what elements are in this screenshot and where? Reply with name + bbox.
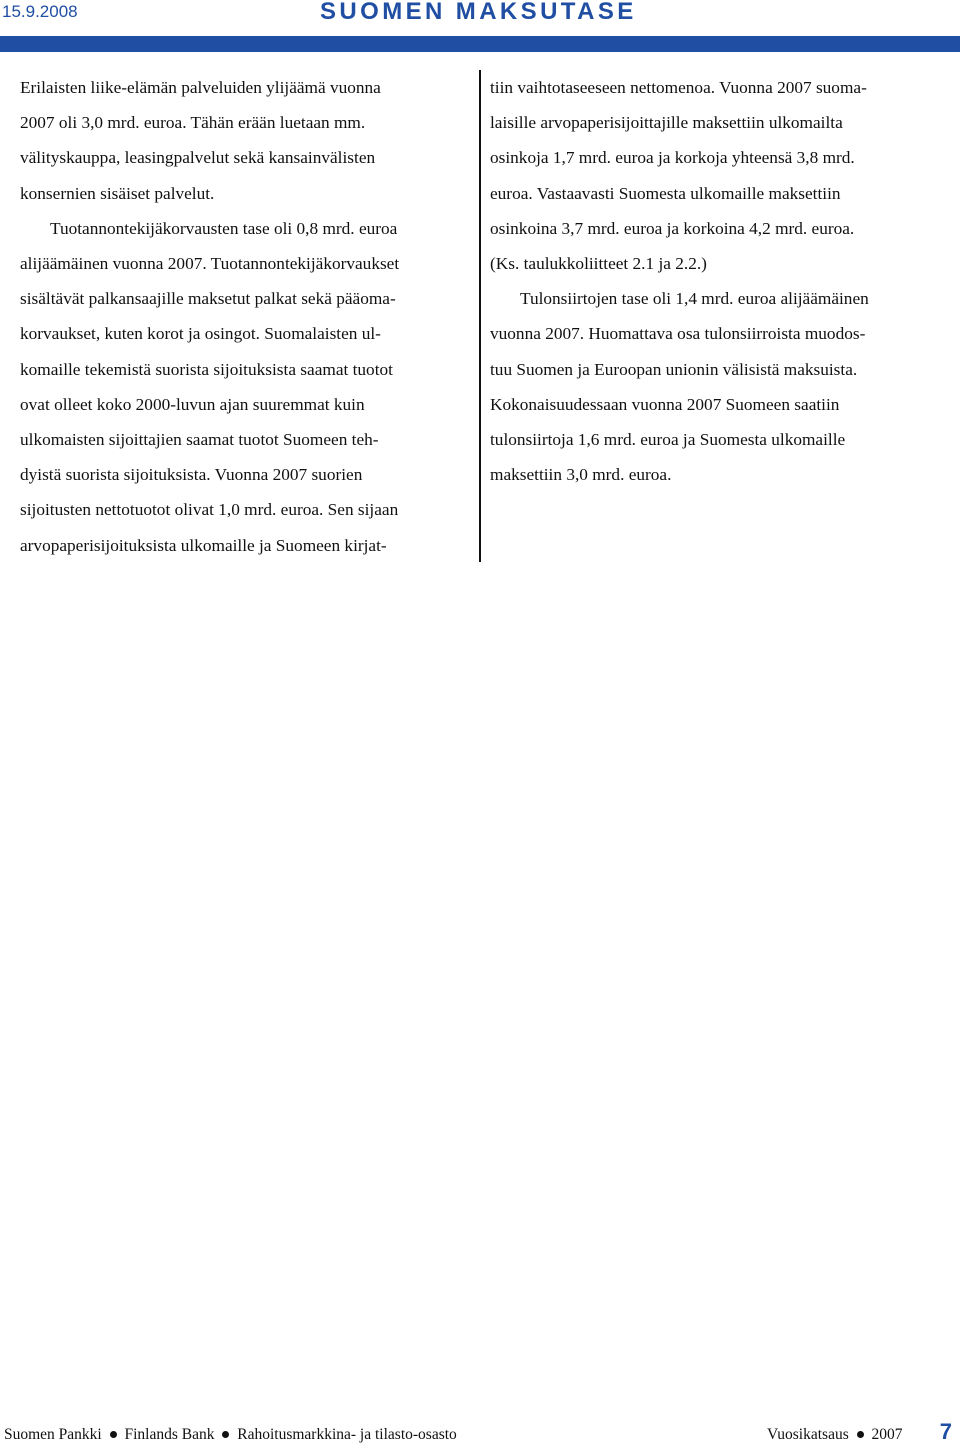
footer-left <box>4 1426 457 1444</box>
text-line: euroa. Vastaavasti Suomesta ulkomaille maksettiin <box>490 183 841 203</box>
bullet-icon <box>857 1431 864 1438</box>
text-line: arvopaperisijoituksista ulkomaille ja Suomeen kirjat- <box>20 535 387 555</box>
bullet-icon <box>222 1431 229 1438</box>
right-text-column <box>490 70 950 492</box>
header-rule <box>0 36 960 52</box>
text-line: Tulonsiirtojen tase oli 1,4 mrd. euroa alijäämäinen <box>520 289 869 309</box>
text-line: osinkoja 1,7 mrd. euroa ja korkoja yhteensä 3,8 mrd. <box>490 148 855 168</box>
text-line: korvaukset, kuten korot ja osingot. Suomalaisten ul- <box>20 324 381 344</box>
text-line: Erilaisten liike-elämän palveluiden ylijäämä vuonna <box>20 78 381 97</box>
text-line: ulkomaisten sijoittajien saamat tuotot Suomeen teh- <box>20 430 379 450</box>
bullet-icon <box>110 1431 117 1438</box>
footer-publication: Vuosikatsaus <box>767 1426 849 1443</box>
left-text-column <box>20 70 470 563</box>
text-line: komaille tekemistä suorista sijoituksista saamat tuotot <box>20 359 393 379</box>
text-line: alijäämäinen vuonna 2007. Tuotannontekijäkorvaukset <box>20 254 400 274</box>
footer-department: Rahoitusmarkkina- ja tilasto-osasto <box>237 1426 457 1443</box>
text-line: sijoitusten nettotuotot olivat 1,0 mrd. euroa. Sen sijaan <box>20 500 399 520</box>
text-line: konsernien sisäiset palvelut. <box>20 183 215 203</box>
text-line: ovat olleet koko 2000-luvun ajan suuremmat kuin <box>20 394 365 414</box>
header-title: SUOMEN MAKSUTASE <box>320 0 637 25</box>
text-line: Kokonaisuudessaan vuonna 2007 Suomeen saatiin <box>490 394 840 414</box>
column-divider <box>479 70 481 562</box>
text-line: (Ks. taulukkoliitteet 2.1 ja 2.2.) <box>490 254 707 274</box>
text-line: tulonsiirtoja 1,6 mrd. euroa ja Suomesta ulkomaille <box>490 430 846 450</box>
footer-org-fi: Suomen Pankki <box>4 1426 102 1443</box>
text-line: tuu Suomen ja Euroopan unionin välisistä maksuista. <box>490 359 858 379</box>
text-line: vuonna 2007. Huomattava osa tulonsiirroista muodos- <box>490 324 866 344</box>
text-line: osinkoina 3,7 mrd. euroa ja korkoina 4,2 mrd. euroa. <box>490 218 855 238</box>
footer-org-sv: Finlands Bank <box>124 1426 215 1443</box>
footer-year: 2007 <box>871 1426 903 1443</box>
footer-right <box>767 1426 902 1444</box>
text-line: maksettiin 3,0 mrd. euroa. <box>490 465 672 485</box>
text-line: välityskauppa, leasingpalvelut sekä kansainvälisten <box>20 148 376 168</box>
text-line: laisille arvopaperisijoittajille maksettiin ulkomailta <box>490 113 843 133</box>
text-line: sisältävät palkansaajille maksetut palkat sekä pääoma- <box>20 289 396 309</box>
text-line: 2007 oli 3,0 mrd. euroa. Tähän erään luetaan mm. <box>20 113 366 133</box>
text-line: tiin vaihtotaseeseen nettomenoa. Vuonna 2007 suoma- <box>490 78 867 97</box>
header-date: 15.9.2008 <box>2 2 78 21</box>
page-number: 7 <box>939 1419 952 1444</box>
text-line: dyistä suorista sijoituksista. Vuonna 2007 suorien <box>20 465 363 485</box>
text-line: Tuotannontekijäkorvausten tase oli 0,8 mrd. euroa <box>50 218 398 238</box>
